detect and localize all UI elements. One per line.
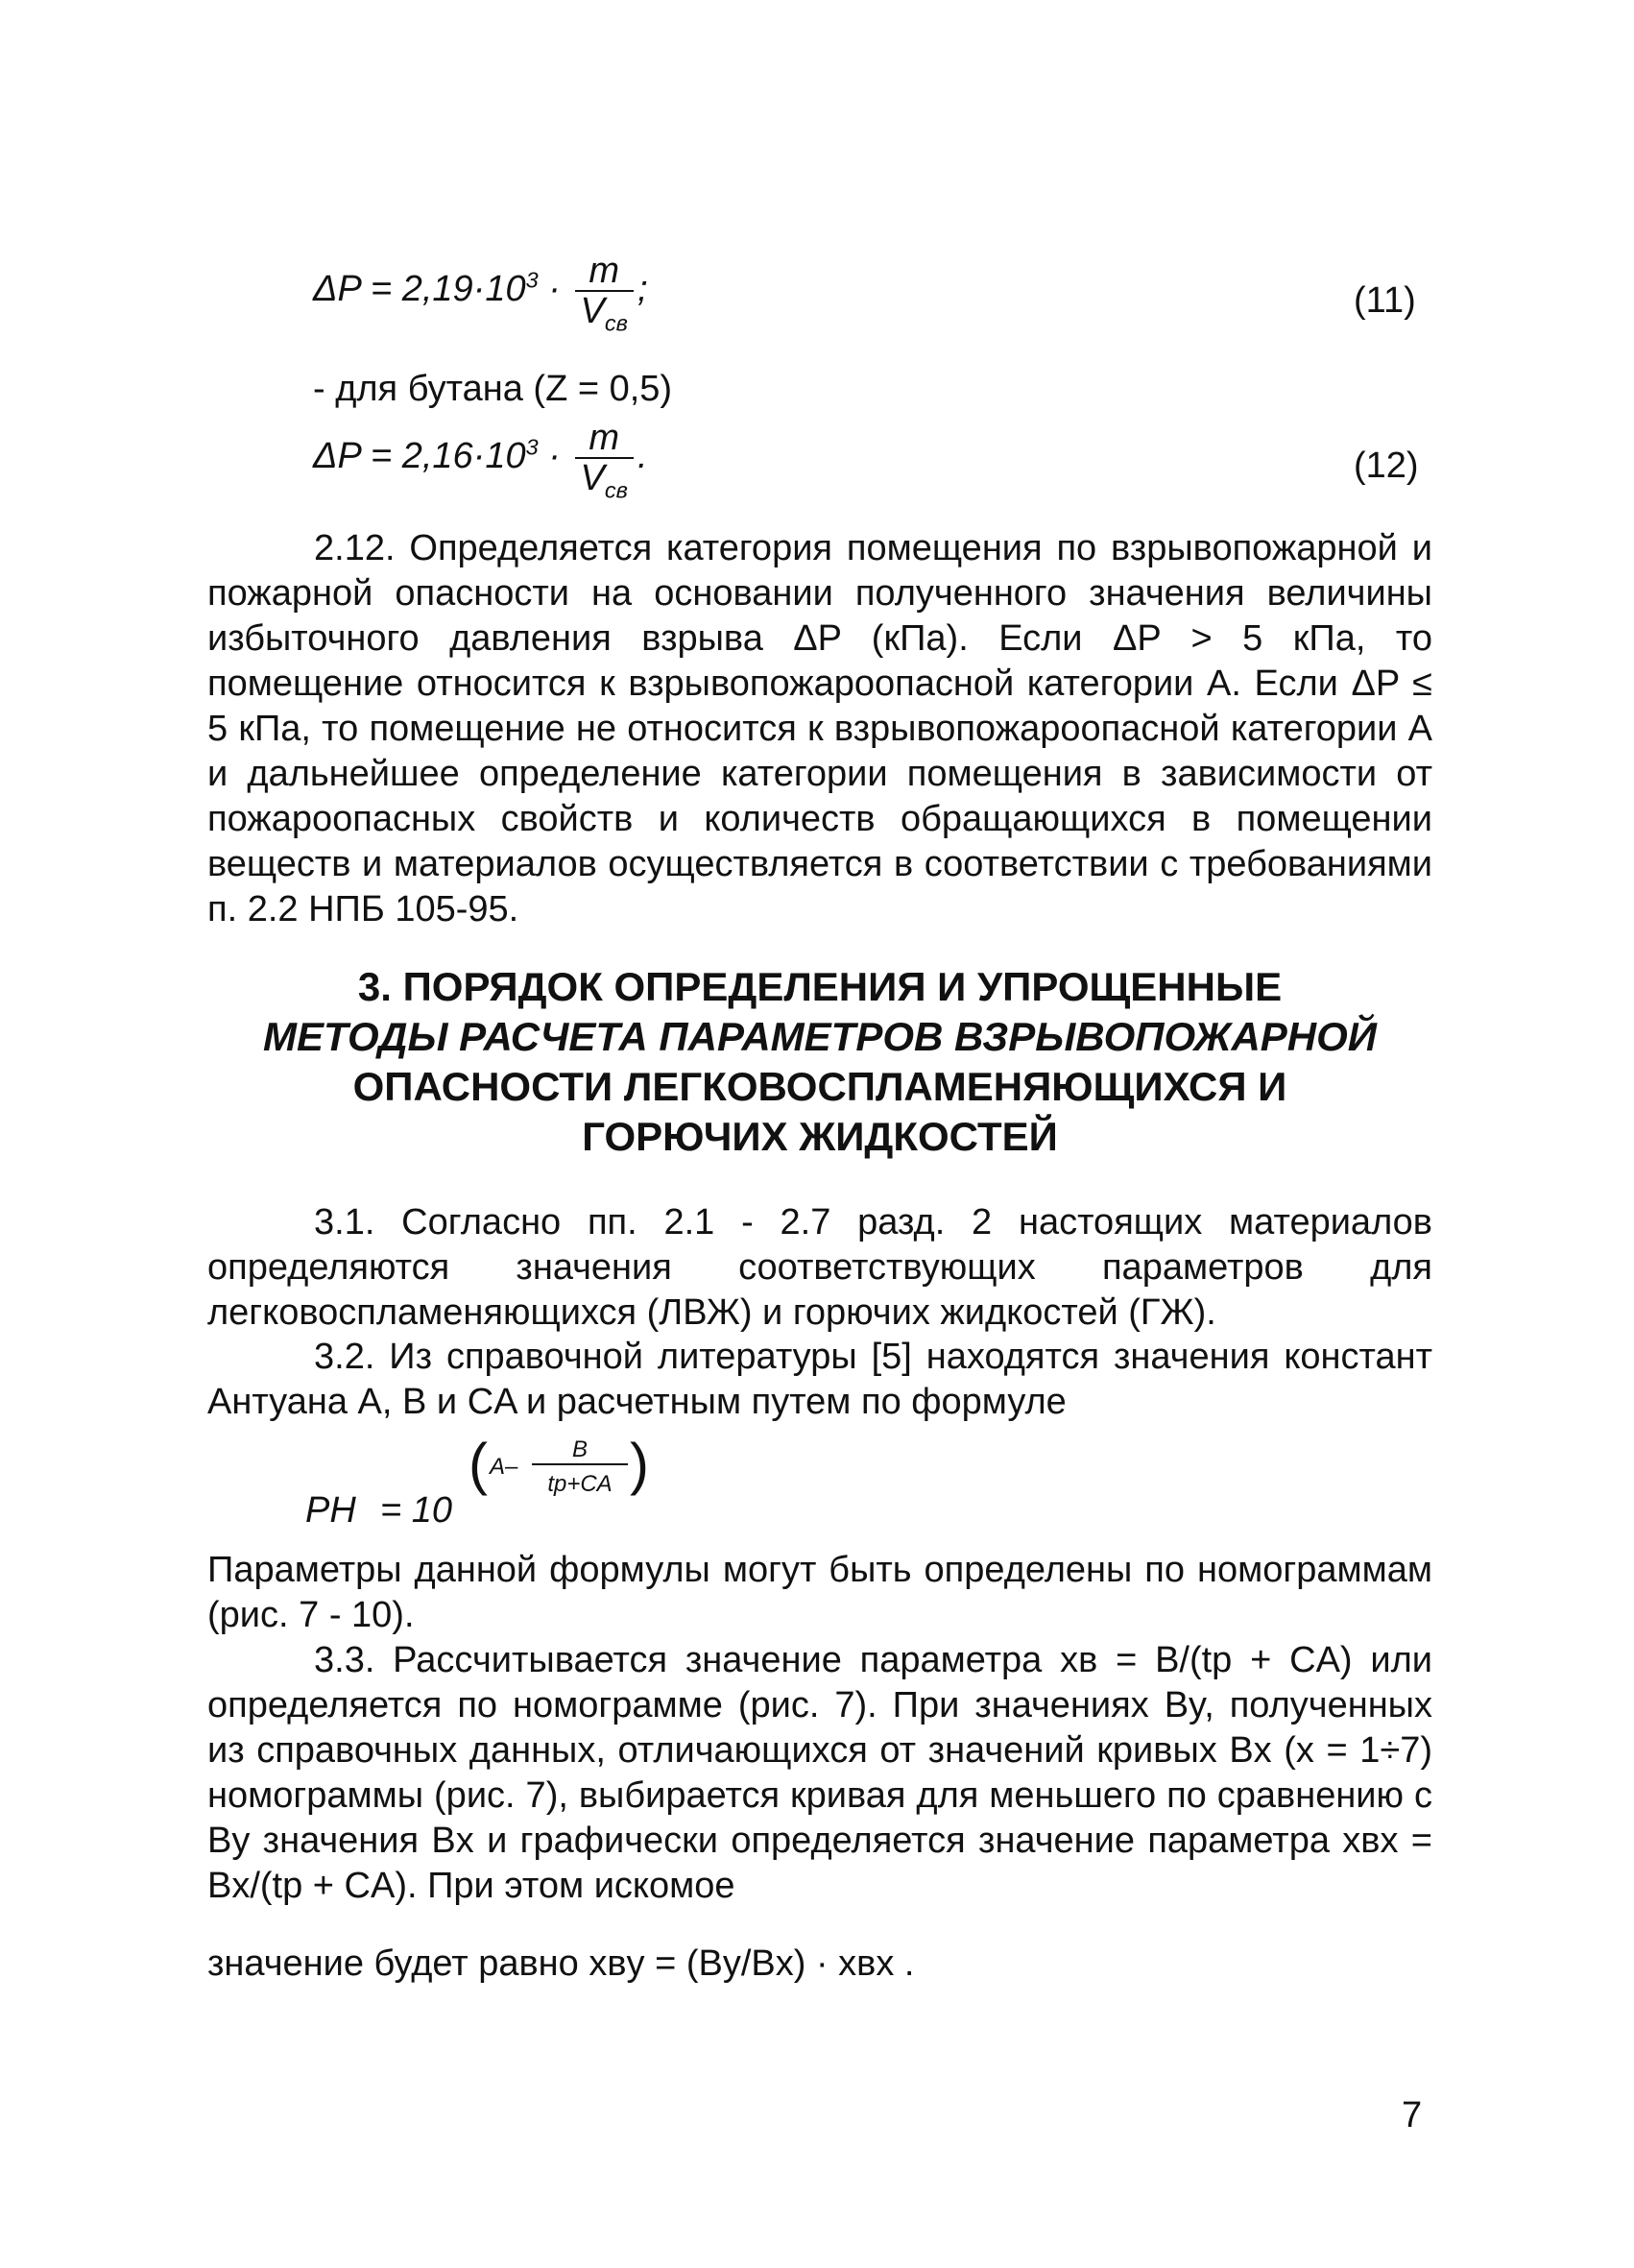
ph-base: = 10 [380, 1490, 453, 1531]
ph-exp-den: tp+CA [547, 1471, 613, 1497]
ph-right-paren: ) [630, 1432, 649, 1496]
eq11-numerator: m [575, 252, 634, 292]
eq11-den-sub: св [604, 310, 628, 336]
eq12-dot: · [538, 436, 561, 477]
equation-11 [313, 251, 648, 336]
equation-12 [313, 418, 648, 503]
eq11-fraction [575, 251, 634, 336]
eq11-exp: 3 [525, 267, 539, 293]
heading-line-1: 3. ПОРЯДОК ОПРЕДЕЛЕНИЯ И УПРОЩЕННЫЕ [357, 964, 1283, 1009]
eq11-lhs: ΔP = 2,19·10 [313, 269, 526, 310]
ph-exp-a: A– [490, 1454, 518, 1480]
paragraph-2-12: 2.12. Определяется категория помещения по взрывопожарной и пожарной опасности на основании полученного значения величины избыточного давления взрыва ΔP (кПа). Если ΔP > 5 кПа, то помещение относится к взрывопожароопасной категории А. Если ΔP ≤ 5 кПа, то помещение не относится к взрывопожароопасной категории А и дальнейшее определение категории помещения в зависимости от пожароопасных свойств и количеств обращающихся в помещении веществ и материалов осуществляется в соответствии с требованиями п. 2.2 НПБ 105-95. [207, 528, 1432, 929]
eq11-denominator [575, 291, 634, 336]
eq11-dot: · [538, 269, 561, 310]
eq12-den-sub: св [604, 477, 628, 503]
eq12-exp: 3 [525, 434, 539, 460]
heading-line-4: ГОРЮЧИХ ЖИДКОСТЕЙ [582, 1114, 1058, 1159]
butane-label: - для бутана (Z = 0,5) [313, 369, 673, 409]
paragraph-3-3: 3.3. Рассчитывается значение параметра xв = B/(tp + CA) или определяется по номограмме (рис. 7). При значениях By, полученных из справочных данных, отличающихся от значений кривых Bx (x = 1÷7) номограммы (рис. 7), выбирается кривая для меньшего по сравнению с By значения Bx и графически определяется значение параметра xвx = Bx/(tp + CA). При этом искомое [207, 1640, 1432, 1906]
equation-11-number: (11) [1354, 280, 1416, 321]
formula-ph [305, 1431, 709, 1546]
ph-lhs: PH [305, 1490, 356, 1531]
eq12-fraction [575, 418, 634, 503]
eq11-tail: ; [637, 269, 648, 310]
eq12-denominator [575, 458, 634, 503]
paragraph-3-1: 3.1. Согласно пп. 2.1 - 2.7 разд. 2 настоящих материалов определяются значения соответствующих параметров для легковоспламеняющихся (ЛВЖ) и горючих жидкостей (ГЖ). [207, 1202, 1432, 1333]
paragraph-3-2: 3.2. Из справочной литературы [5] находятся значения констант Антуана A, B и CA и расчетным путем по формуле [207, 1337, 1432, 1422]
eq11-den-v: V [580, 291, 605, 331]
eq12-numerator: m [575, 419, 634, 459]
eq12-tail: . [637, 436, 648, 477]
paragraph-3-2-continuation: Параметры данной формулы могут быть определены по номограммам (рис. 7 - 10). [207, 1550, 1432, 1635]
ph-exp-num: B [532, 1436, 628, 1465]
paragraph-3-3-last-line: значение будет равно xвy = (By/Bx) · xвx . [207, 1943, 915, 1984]
ph-left-paren: ( [469, 1432, 488, 1496]
heading-line-3: ОПАСНОСТИ ЛЕГКОВОСПЛАМЕНЯЮЩИХСЯ И [352, 1064, 1287, 1109]
eq12-lhs: ΔP = 2,16·10 [313, 436, 526, 477]
equation-12-number: (12) [1354, 446, 1419, 486]
eq12-den-v: V [580, 458, 605, 498]
heading-line-2: МЕТОДЫ РАСЧЕТА ПАРАМЕТРОВ ВЗРЫВОПОЖАРНОЙ [262, 1014, 1378, 1059]
page-number: 7 [1402, 2095, 1423, 2135]
section-3-heading [207, 962, 1432, 1162]
